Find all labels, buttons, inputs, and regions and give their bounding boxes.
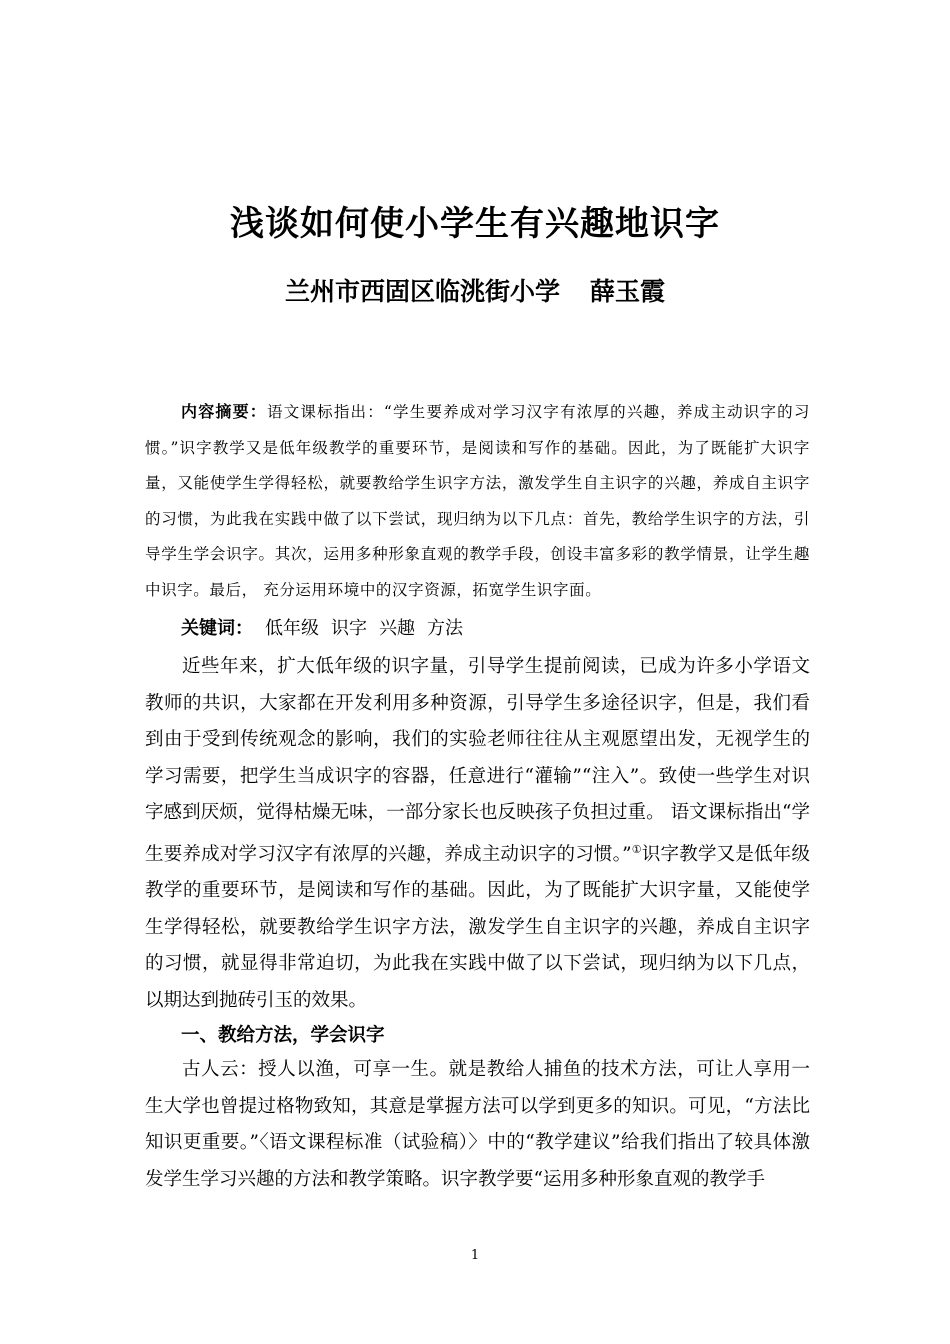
section-heading: 一、教给方法，学会识字	[181, 1025, 385, 1046]
section-paragraph: 古人云：授人以渔，可享一生。就是教给人捕鱼的技术方法，可让人享用一生大学也曾提过格物致知，其意是掌握方法可以学到更多的知识。可见，“方法比知识更重要。”〈语文课程标准（试验稿）〉中的“教学建议”给我们指出了较具体激发学生学习兴趣的方法和教学策略。识字教学要“运用多种形象直观的教学手	[145, 1059, 810, 1190]
author-name: 薛玉霞	[590, 277, 666, 306]
keywords-line	[181, 612, 811, 646]
abstract-text: 语文课标指出：“学生要养成对学习汉字有浓厚的兴趣，养成主动识字的习惯。”识字教学又是低年级教学的重要环节，是阅读和写作的基础。因此，为了既能扩大识字量，又能使学生学得轻松，就要教给学生识字方法，激发学生自主识字的兴趣，养成自主识字的习惯，为此我在实践中做了以下尝试，现归纳为以下几点：首先，教给学生识字的方法，引导学生学会识字。其次，运用多种形象直观的教学手段，创设丰富多彩的教学情景，让学生趣中识字。最后， 充分运用环境中的汉字资源，拓宽学生识字面。	[145, 403, 810, 599]
footnote-mark: ①	[631, 842, 642, 856]
keyword: 兴趣	[379, 618, 415, 639]
page-number: 1	[470, 1248, 480, 1263]
author-line	[0, 272, 950, 308]
keyword: 低年级	[265, 618, 319, 639]
keyword: 方法	[427, 618, 463, 639]
abstract-label: 内容摘要：	[181, 402, 268, 421]
intro-text-a: 近些年来，扩大低年级的识字量，引导学生提前阅读，已成为许多小学语文教师的共识，大家都在开发利用多种资源，引导学生多途径识字，但是，我们看到由于受到传统观念的影响，我们的实验老师往往从主观愿望出发，无视学生的学习需要，把学生当成识字的容器，任意进行“灌输”“注入”。致使一些学生对识字感到厌烦，觉得枯燥无味，一部分家长也反映孩子负担过重。 语文课标指出“学生要养成对学习汉字有浓厚的兴趣，养成主动识字的习惯。”	[145, 656, 810, 865]
abstract-paragraph	[145, 394, 810, 608]
keyword: 识字	[331, 618, 367, 639]
intro-paragraph	[145, 649, 810, 1019]
author-school: 兰州市西固区临洮街小学	[284, 277, 560, 306]
document-title: 浅谈如何使小学生有兴趣地识字	[230, 204, 720, 244]
intro-text-b: 识字教学又是低年级教学的重要环节，是阅读和写作的基础。因此，为了既能扩大识字量，又能使学生学得轻松，就要教给学生识字方法，激发学生自主识字的兴趣，养成自主识字的习惯，就显得非常迫切，为此我在实践中做了以下尝试，现归纳为以下几点，以期达到抛砖引玉的效果。	[145, 843, 810, 1011]
keywords-label: 关键词：	[181, 618, 253, 639]
